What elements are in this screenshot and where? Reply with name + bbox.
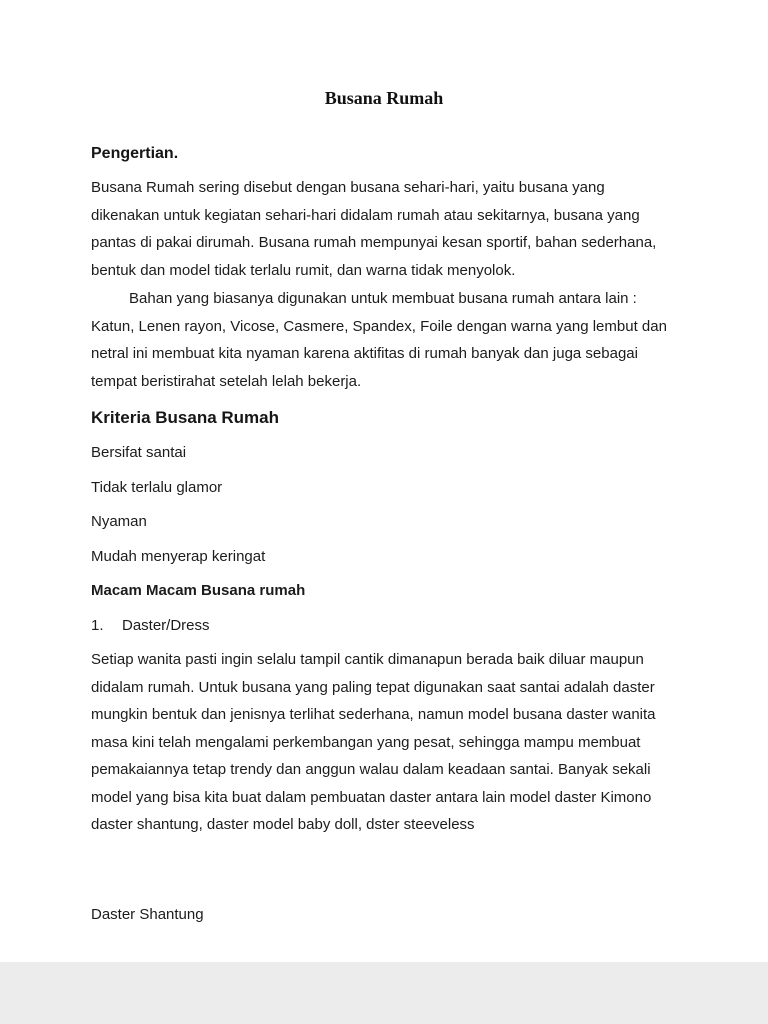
image-caption-daster-shantung: Daster Shantung <box>91 906 204 923</box>
numbered-list-item <box>91 612 677 640</box>
list-item-label: Daster/Dress <box>122 616 210 634</box>
heading-kriteria: Kriteria Busana Rumah <box>91 408 279 427</box>
kriteria-item: Bersifat santai <box>91 444 187 461</box>
heading-pengertian: Pengertian. <box>91 145 179 162</box>
kriteria-item: Nyaman <box>91 513 147 530</box>
document-title: Busana Rumah <box>324 88 444 108</box>
paragraph-pengertian-2: Bahan yang biasanya digunakan untuk membuat busana rumah antara lain : Katun, Lenen rayon, Vicose, Casmere, Spandex, Foile dengan warna yang lembut dan netral ini membuat kita nyaman karena aktifitas di rumah banyak dan juga sebagai tempat beristirahat setelah lelah bekerja. <box>91 290 667 390</box>
list-item-number: 1. <box>91 616 104 634</box>
kriteria-item: Mudah menyerap keringat <box>91 547 266 565</box>
paragraph-daster: Setiap wanita pasti ingin selalu tampil cantik dimanapun berada baik diluar maupun didalam rumah. Untuk busana yang paling tepat digunakan saat santai adalah daster mungkin bentuk dan jenisnya terlihat sederhana, namun model busana daster wanita masa kini telah mengalami perkembangan yang pesat, sehingga mampu membuat pemakaiannya tetap trendy dan anggun walau dalam keadaan santai. Banyak sekali model yang bisa kita buat dalam pembuatan daster antara lain model daster Kimono daster shantung, daster model baby doll, dster steeveless <box>91 651 656 833</box>
paragraph-pengertian-1: Busana Rumah sering disebut dengan busana sehari-hari, yaitu busana yang dikenakan untuk kegiatan sehari-hari didalam rumah atau sekitarnya, busana yang pantas di pakai dirumah. Busana rumah mempunyai kesan sportif, bahan sederhana, bentuk dan model tidak terlalu rumit, dan warna tidak menyolok. <box>91 179 657 279</box>
kriteria-item: Tidak terlalu glamor <box>91 478 223 496</box>
heading-macam-macam: Macam Macam Busana rumah <box>91 582 306 599</box>
page-background-gap <box>0 962 768 1024</box>
